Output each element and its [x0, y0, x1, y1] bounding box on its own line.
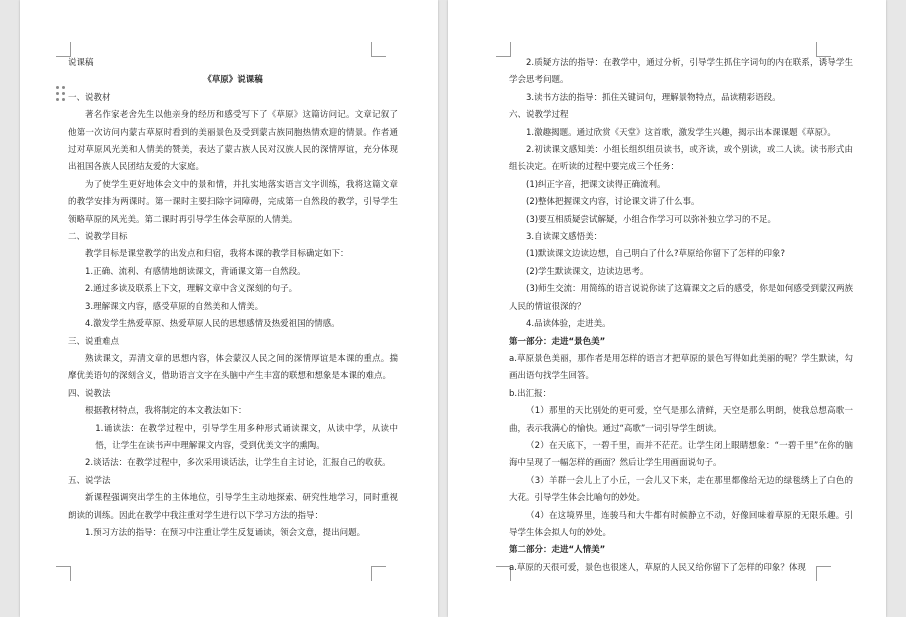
page-2-body[interactable]: [509, 55, 853, 577]
paragraph: （3）羊群一会儿上了小丘，一会儿又下来，走在那里都像给无边的绿毯绣上了白色的大花。引导学生体会比喻句的妙处。: [509, 475, 853, 504]
drag-handle-icon[interactable]: [56, 86, 66, 102]
paragraph: a.草原景色美丽，那作者是用怎样的语言才把草原的景色写得如此美丽的呢？学生默读，勾画出语句找学生回答。: [509, 353, 853, 382]
part-heading: 第一部分：走进“景色美”: [509, 336, 606, 347]
section-heading: 一、说教材: [68, 92, 111, 103]
section-heading: 五、说学法: [68, 475, 111, 486]
list-item: 3.读书方法的指导：抓住关键词句，理解景物特点，品读精彩语段。: [526, 92, 781, 103]
paragraph: a.草原的天很可爱，景色也很迷人，草原的人民又给你留下了怎样的印象？体现: [509, 562, 806, 573]
paragraph: b.出汇报：: [509, 388, 552, 399]
paragraph: 为了使学生更好地体会文中的景和情，并扎实地落实语言文字训练，我将这篇文章的教学安排为两课时。第一课时主要扫除字词障碍，完成第一自然段的教学，引导学生领略草原的风光美。第二课时再引导学生体会草原的人情美。: [68, 179, 398, 225]
document-title: 《草原》说课稿: [203, 75, 263, 86]
section-heading: 二、说教学目标: [68, 232, 128, 243]
page-1-body[interactable]: [68, 55, 398, 542]
crop-mark: [371, 566, 386, 581]
list-item: 3.理解课文内容，感受草原的自然美和人情美。: [85, 301, 264, 312]
list-item: 1.激趣揭题。通过欣赏《天堂》这首歌，激发学生兴趣，揭示出本课课题《草原》。: [526, 127, 836, 138]
part-heading: 第二部分：走进“人情美”: [509, 545, 606, 556]
paragraph: 熟读课文，弄清文章的思想内容，体会蒙汉人民之间的深情厚谊是本课的重点。揣摩优美语句的深刻含义，借助语言文字在头脑中产生丰富的联想和想象是本课的难点。: [68, 353, 398, 382]
list-item: (3)师生交流：用简练的语言说说你读了这篇课文之后的感受，你是如何感受到蒙汉两族人民的情谊很深的？: [509, 284, 853, 312]
list-item: 2.通过多读及联系上下文，理解文章中含义深刻的句子。: [85, 284, 298, 295]
header-label: 说课稿: [68, 58, 94, 68]
section-heading: 三、说重难点: [68, 336, 120, 347]
paragraph: 新课程强调突出学生的主体地位，引导学生主动地探索、研究性地学习，同时重视朗读的训练。因此在教学中我注重对学生进行以下学习方法的指导：: [68, 493, 398, 521]
list-item: 1.预习方法的指导：在预习中注重让学生反复诵读，领会文意，提出问题。: [85, 527, 366, 538]
paragraph: 著名作家老舍先生以他亲身的经历和感受写下了《草原》这篇访问记。文章记叙了他第一次访问内蒙古草原时看到的美丽景色及受到蒙古族同胞热情欢迎的情景。作者通过对草原风光美和人情美的赞美，表达了蒙古族人民对汉族人民的深情厚谊，充分体现出祖国各族人民团结友爱的大家庭。: [68, 110, 398, 173]
list-item: 4.品读体验，走进美。: [526, 319, 611, 330]
paragraph: 根据教材特点，我将制定的本文教法如下：: [85, 406, 247, 417]
list-item: 1.正确、流利、有感情地朗读课文，背诵课文第一自然段。: [85, 266, 306, 277]
list-item: 1.诵读法：在教学过程中，引导学生用多种形式诵读课文，从读中学，从读中悟，让学生在读书声中理解课文内容，受到优美文字的熏陶。: [95, 423, 398, 451]
paragraph: （1）那里的天比别处的更可爱，空气是那么清鲜，天空是那么明朗，使我总想高歌一曲，表示我满心的愉快。通过“高歌”一词引导学生朗读。: [509, 406, 853, 434]
list-item: (2)学生默读课文，边读边思考。: [526, 266, 649, 277]
section-heading: 六、说教学过程: [509, 110, 569, 121]
paragraph: 教学目标是课堂教学的出发点和归宿，我将本课的教学目标确定如下：: [85, 249, 349, 260]
list-item: (1)纠正字音，把课文读得正确流利。: [526, 179, 666, 190]
paragraph: （2）在天底下，一碧千里，而并不茫茫。让学生闭上眼睛想象：“一碧千里”在你的脑海中呈现了一幅怎样的画面？然后让学生用画面说句子。: [509, 440, 853, 469]
scrollbar-track[interactable]: [893, 0, 906, 617]
list-item: (2)整体把握课文内容，讨论课文讲了什么事。: [526, 197, 700, 208]
list-item: (3)要互相质疑尝试解疑，小组合作学习可以弥补独立学习的不足。: [526, 214, 777, 225]
list-item: 4.激发学生热爱草原、热爱草原人民的思想感情及热爱祖国的情感。: [85, 319, 340, 330]
list-item: 2.质疑方法的指导：在教学中，通过分析，引导学生抓住字词句的内在联系，诱导学生学会思考问题。: [509, 58, 853, 86]
section-heading: 四、说教法: [68, 388, 111, 399]
list-item: (1)默读课文边读边想，自己明白了什么?草原给你留下了怎样的印象?: [526, 249, 786, 260]
list-item: 3.自读课文感悟美：: [526, 232, 603, 243]
crop-mark: [56, 566, 71, 581]
list-item: 2.初读课文感知美：小组长组织组员读书，或齐读，或个别读，或二人读。读书形式由组长决定。在听读的过程中要完成三个任务：: [509, 145, 853, 173]
list-item: 2.谈话法：在教学过程中，多次采用谈话法，让学生自主讨论，汇报自己的收获。: [85, 458, 391, 469]
document-page-1: [20, 0, 438, 617]
paragraph: （4）在这境界里，连骏马和大牛都有时候静立不动，好像回味着草原的无限乐趣。引导学生体会拟人句的妙处。: [509, 510, 853, 538]
document-page-2: [448, 0, 886, 617]
